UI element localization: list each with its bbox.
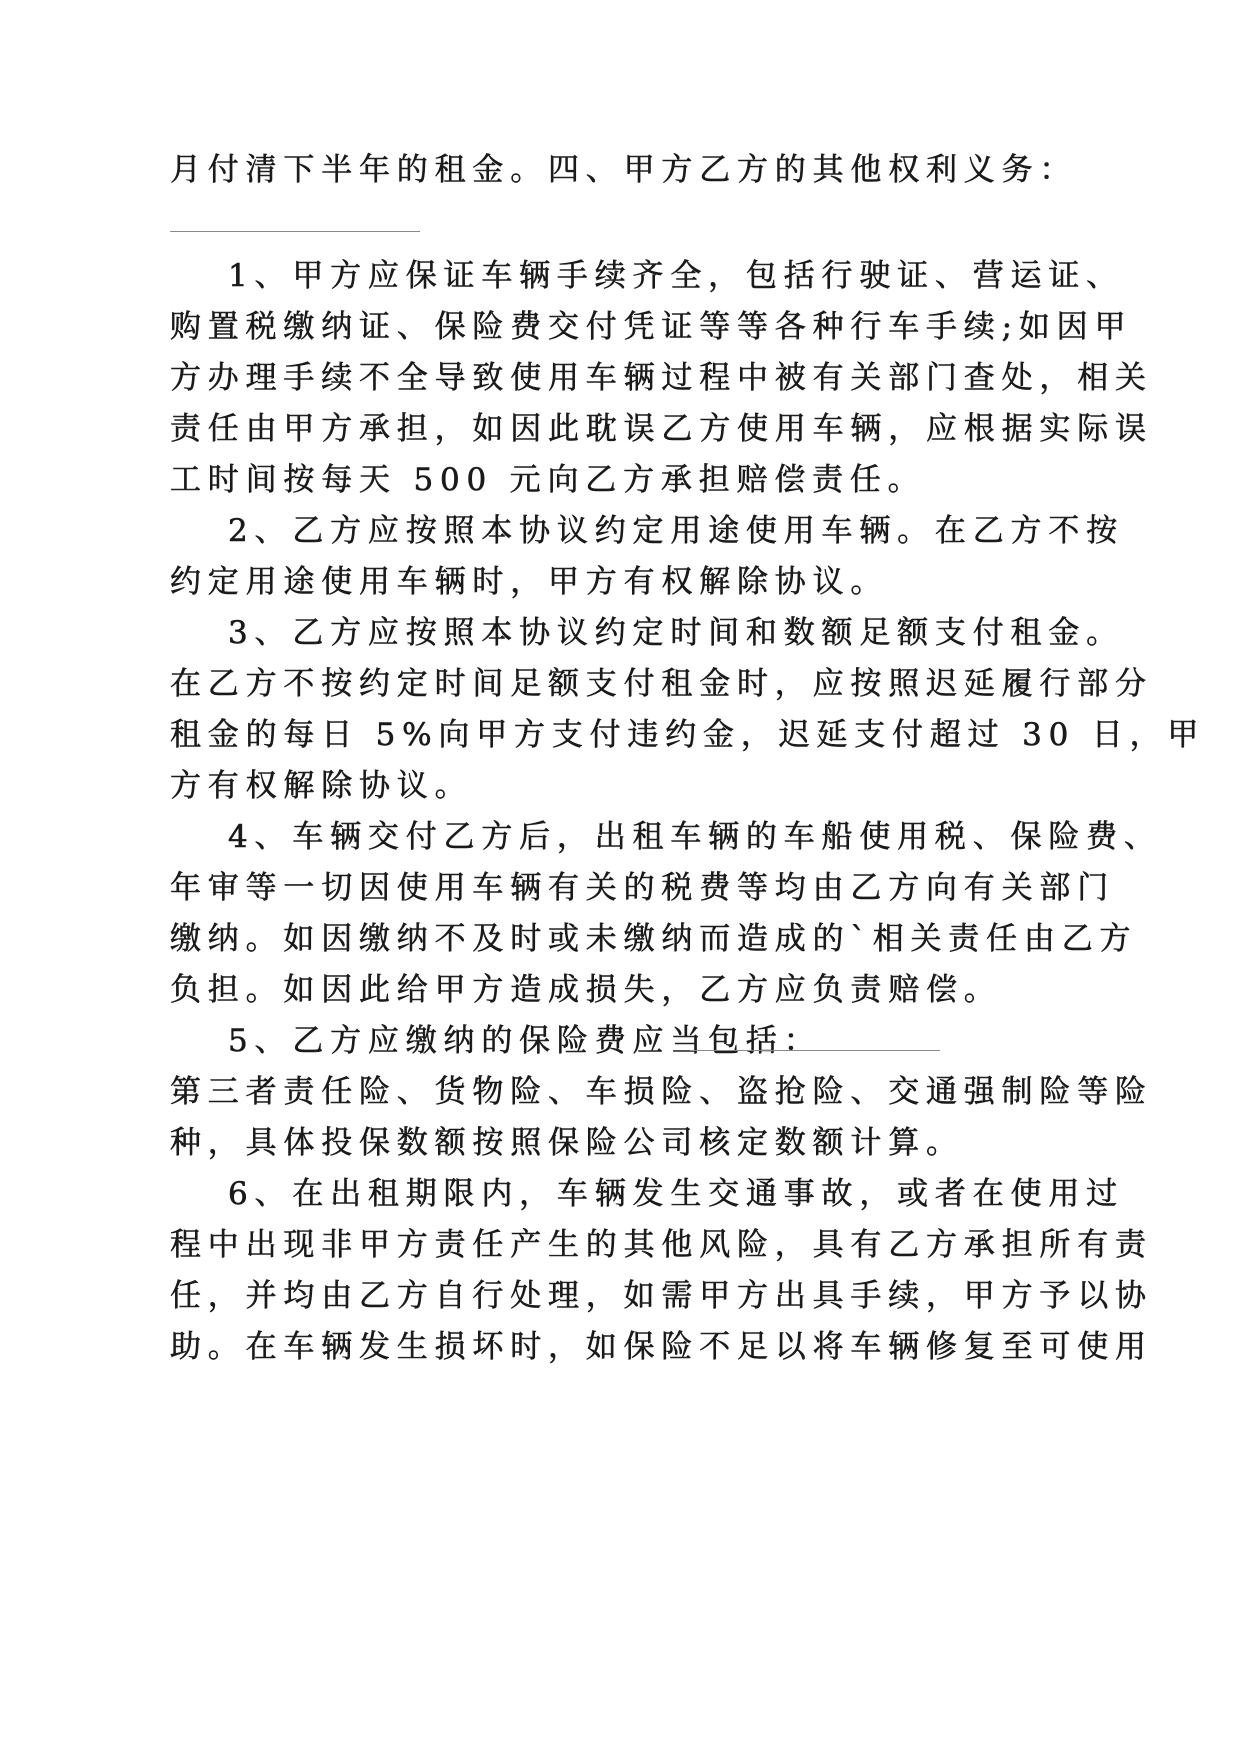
text-line: 4、车辆交付乙方后，出租车辆的车船使用税、保险费、	[228, 819, 1162, 855]
text-line: 1、甲方应保证车辆手续齐全，包括行驶证、营运证、	[228, 258, 1124, 294]
text-line: 月付清下半年的租金。四、甲方乙方的其他权利义务：	[170, 152, 1078, 188]
text-line: 年审等一切因使用车辆有关的税费等均由乙方向有关部门	[170, 870, 1115, 906]
text-line: 2、乙方应按照本协议约定用途使用车辆。在乙方不按	[228, 513, 1124, 549]
text-line: 在乙方不按约定时间足额支付租金时，应按照迟延履行部分	[170, 666, 1153, 702]
text-line: 种，具体投保数额按照保险公司核定数额计算。	[170, 1125, 964, 1161]
text-line: 负担。如因此给甲方造成损失，乙方应负责赔偿。	[170, 972, 1002, 1008]
text-line: 缴纳。如因缴纳不及时或未缴纳而造成的`相关责任由乙方	[170, 921, 1138, 957]
blank-line	[170, 231, 420, 232]
text-line: 方有权解除协议。	[170, 768, 473, 804]
text-line: 工时间按每天 500 元向乙方承担赔偿责任。	[170, 462, 926, 498]
text-line: 责任由甲方承担，如因此耽误乙方使用车辆，应根据实际误	[170, 411, 1153, 447]
text-line: 3、乙方应按照本协议约定时间和数额足额支付租金。	[228, 615, 1124, 651]
text-line: 租金的每日 5%向甲方支付违约金，迟延支付超过 30 日，甲	[170, 717, 1206, 753]
text-line: 约定用途使用车辆时，甲方有权解除协议。	[170, 564, 889, 600]
text-line: 第三者责任险、货物险、车损险、盗抢险、交通强制险等险	[170, 1074, 1153, 1110]
text-line: 助。在车辆发生损坏时，如保险不足以将车辆修复至可使用	[170, 1329, 1153, 1365]
text-line: 6、在出租期限内，车辆发生交通事故，或者在使用过	[228, 1176, 1124, 1212]
text-line: 程中出现非甲方责任产生的其他风险，具有乙方承担所有责	[170, 1227, 1153, 1263]
text-line: 方办理手续不全导致使用车辆过程中被有关部门查处，相关	[170, 360, 1153, 396]
blank-line	[690, 1050, 940, 1051]
text-line: 5、乙方应缴纳的保险费应当包括：	[228, 1023, 822, 1059]
text-line: 购置税缴纳证、保险费交付凭证等等各种行车手续;如因甲	[170, 309, 1133, 345]
text-line: 任，并均由乙方自行处理，如需甲方出具手续，甲方予以协	[170, 1278, 1153, 1314]
